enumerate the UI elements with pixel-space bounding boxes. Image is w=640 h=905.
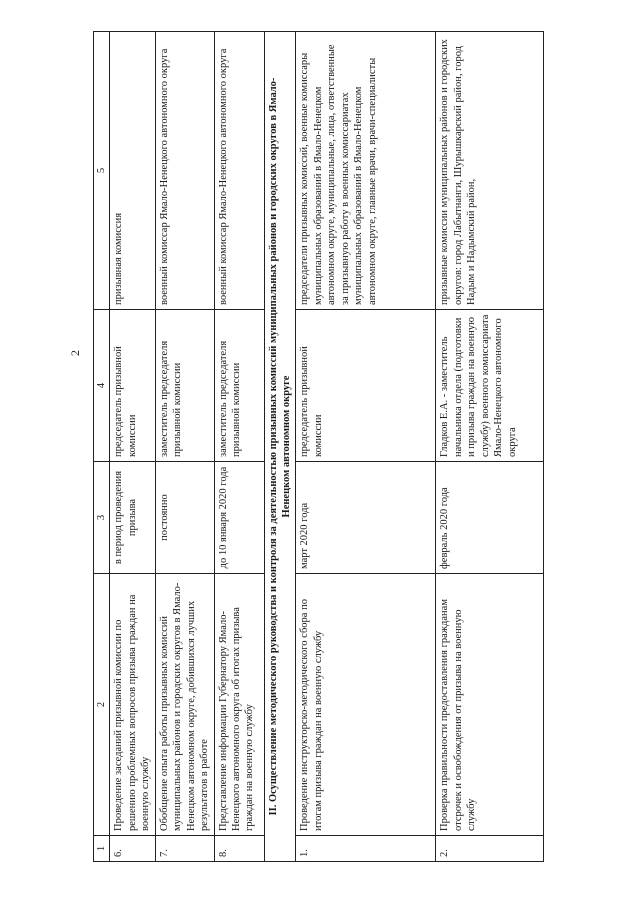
row-number: 2. [436, 836, 544, 862]
header-col-2: 2 [94, 574, 110, 836]
row-activity: Проверка правильности предоставления гражданам отсрочек и освобождения от призыва на военную службу [436, 574, 544, 836]
table-row [296, 32, 436, 862]
row-number: 8. [214, 836, 264, 862]
row-number: 1. [296, 836, 436, 862]
row-activity: Обобщение опыта работы призывных комиссий муниципальных районов и городских округов в Ямало-Ненецком автономном округе, добившихся лучших результатов в работе [155, 574, 214, 836]
row-executors: председатели призывных комиссий, военные комиссары муниципальных образований в Ямало-Ненецком автономном округе, муниципальные, лица, ответственные за призывную работу в военных комиссариатах муниципальных образований в Ямало-Ненецком автономном округе, главные врачи, врачи-специалисты [296, 32, 436, 310]
row-responsible: председатель призывной комиссии [296, 310, 436, 462]
row-number: 6. [110, 836, 155, 862]
header-col-5: 5 [94, 32, 110, 310]
row-activity: Представление информации Губернатору Ямало-Ненецкого автономного округа об итогах призыва граждан на военную службу [214, 574, 264, 836]
row-period: постоянно [155, 462, 214, 574]
table-row [110, 32, 155, 862]
header-col-4: 4 [94, 310, 110, 462]
row-responsible: заместитель председателя призывной комиссии [214, 310, 264, 462]
row-activity: Проведение заседаний призывной комиссии по решению проблемных вопросов призыва граждан на военную службу [110, 574, 155, 836]
row-responsible: Гладков Е.А. - заместитель начальника отдела (подготовки и призыва граждан на военную службу) военного комиссариата Ямало-Ненецкого автономного округа [436, 310, 544, 462]
row-activity: Проведение инструкторско-методического сбора по итогам призыва граждан на военную службу [296, 574, 436, 836]
row-number: 7. [155, 836, 214, 862]
row-executors: призывная комиссия [110, 32, 155, 310]
section-title: II. Осуществление методического руководства и контроля за деятельностью призывных комиссий муниципальных районов и городских округов в Ямало-Ненецком автономном округе [264, 32, 296, 862]
row-responsible: председатель призывной комиссии [110, 310, 155, 462]
table-row [214, 32, 264, 862]
row-executors: военный комиссар Ямало-Ненецкого автономного округа [155, 32, 214, 310]
row-executors: призывные комиссии муниципальных районов и городских округов: город Лабытнанги, Шурышкарский район, город Надым и Надымский район, [436, 32, 544, 310]
header-col-1: 1 [94, 836, 110, 862]
rotated-table-container [93, 32, 535, 862]
header-row [94, 32, 110, 862]
table-row [436, 32, 544, 862]
page-number: 2 [68, 350, 82, 356]
row-responsible: заместитель председателя призывной комиссии [155, 310, 214, 462]
row-period: март 2020 года [296, 462, 436, 574]
row-period: февраль 2020 года [436, 462, 544, 574]
row-period: до 10 января 2020 года [214, 462, 264, 574]
header-col-3: 3 [94, 462, 110, 574]
section-row [264, 32, 296, 862]
row-executors: военный комиссар Ямало-Ненецкого автономного округа [214, 32, 264, 310]
plan-table [93, 31, 544, 862]
table-row [155, 32, 214, 862]
row-period: в период проведения призыва [110, 462, 155, 574]
